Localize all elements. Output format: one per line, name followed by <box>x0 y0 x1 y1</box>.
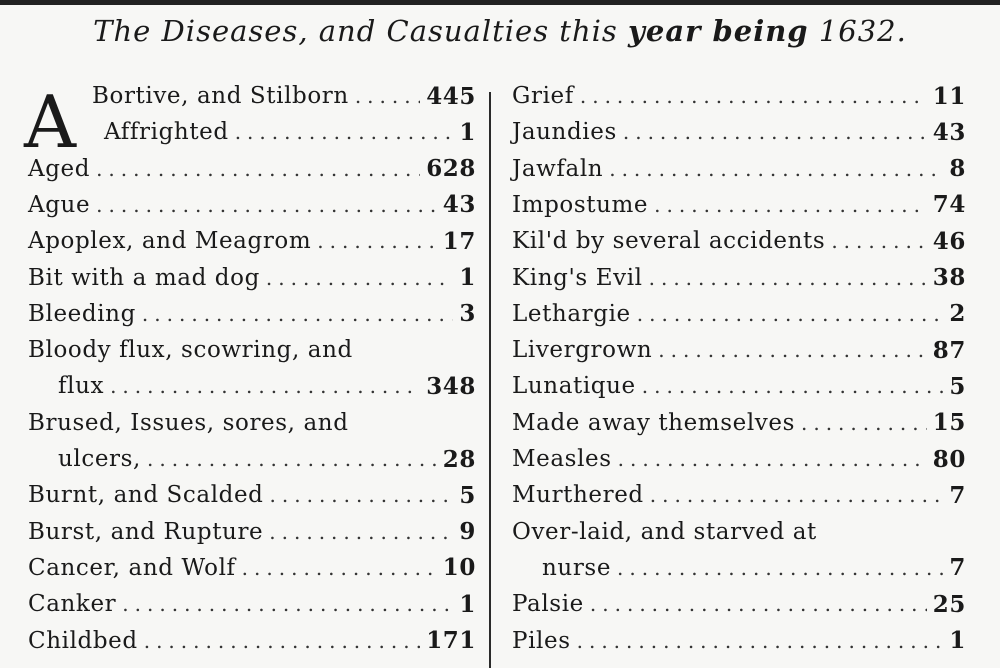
death-count: 3 <box>459 300 476 328</box>
cause-name: Murthered <box>512 482 644 509</box>
ledger-row <box>28 223 476 259</box>
title-year: 1632. <box>818 14 907 48</box>
cause-name: Jawfaln <box>512 155 604 182</box>
cause-name: King's Evil <box>512 264 643 291</box>
ledger-row <box>28 151 476 187</box>
ledger-row <box>58 441 476 477</box>
cause-name: Apoplex, and Meagrom <box>28 228 312 255</box>
ledger-row <box>542 550 966 586</box>
ledger-row <box>28 187 476 223</box>
leader-dots <box>270 483 454 507</box>
leader-dots <box>96 193 437 217</box>
leader-dots <box>266 266 453 290</box>
death-count: 5 <box>949 372 966 400</box>
ledger-row <box>512 151 966 187</box>
cause-name: Measles <box>512 446 612 472</box>
leader-dots <box>650 483 944 507</box>
ledger-row <box>28 514 476 550</box>
ledger-row <box>512 514 966 550</box>
leader-dots <box>637 302 944 326</box>
ledger-row <box>512 477 966 513</box>
cause-name: Childbed <box>28 627 138 654</box>
cause-name: Lunatique <box>512 373 636 400</box>
title-bold: year being <box>628 14 809 48</box>
leader-dots <box>617 556 943 580</box>
death-count: 1 <box>459 118 476 146</box>
ledger-row <box>28 586 476 622</box>
cause-name: Affrighted <box>104 119 229 146</box>
ledger-row <box>512 586 966 622</box>
leader-dots <box>654 193 927 217</box>
cause-name: Burst, and Rupture <box>28 518 264 545</box>
death-count: 17 <box>442 227 476 255</box>
cause-name: ulcers, <box>58 446 141 472</box>
page-title <box>0 14 1000 48</box>
death-count: 38 <box>932 264 966 291</box>
cause-name: Made away themselves <box>512 409 795 436</box>
ledger-row <box>512 260 966 296</box>
death-count: 43 <box>932 118 966 146</box>
leader-dots <box>122 592 453 616</box>
death-count: 8 <box>949 155 966 183</box>
death-count: 348 <box>426 372 476 400</box>
top-rule <box>0 0 1000 5</box>
death-count: 1 <box>949 627 966 654</box>
ledger-row <box>512 332 966 368</box>
ledger-row <box>28 260 476 296</box>
cause-name: Cancer, and Wolf <box>28 554 236 581</box>
death-count: 1 <box>459 264 476 291</box>
ledger-row <box>512 78 966 114</box>
death-count: 46 <box>932 227 966 255</box>
ledger-row <box>512 114 966 150</box>
cause-name: Bit with a mad dog <box>28 264 260 291</box>
leader-dots <box>144 629 420 653</box>
death-count: 445 <box>426 82 476 110</box>
ledger-row <box>512 405 966 441</box>
death-count: 43 <box>442 191 476 219</box>
ledger-row <box>512 441 966 477</box>
death-count: 9 <box>459 518 476 546</box>
cause-name: Livergrown <box>512 337 653 364</box>
leader-dots <box>658 338 926 362</box>
leader-dots <box>649 266 927 290</box>
death-count: 25 <box>932 590 966 618</box>
cause-name: Grief <box>512 83 574 109</box>
ledger-row <box>28 623 476 659</box>
cause-name: Aged <box>28 155 91 182</box>
leader-dots <box>618 447 927 471</box>
leader-dots <box>110 374 420 398</box>
ledger-row <box>512 187 966 223</box>
death-count: 7 <box>949 554 966 582</box>
cause-name: Bleeding <box>28 300 136 327</box>
death-count: 87 <box>932 336 966 364</box>
leader-dots <box>355 84 420 108</box>
leader-dots <box>590 592 927 616</box>
drop-cap: A <box>24 80 76 164</box>
cause-name: Ague <box>28 191 91 218</box>
death-count: 5 <box>459 481 476 509</box>
leader-dots <box>317 229 437 253</box>
death-count: 80 <box>932 445 966 473</box>
column-divider <box>489 92 491 668</box>
leader-dots <box>147 447 437 471</box>
leader-dots <box>96 157 420 181</box>
leader-dots <box>831 229 926 253</box>
cause-name: flux <box>58 373 105 400</box>
cause-name: Lethargie <box>512 300 631 327</box>
death-count: 28 <box>442 445 476 473</box>
title-prefix: The Diseases, and Casualties this <box>93 14 629 48</box>
cause-name: Bortive, and Stilborn <box>92 83 349 109</box>
death-count: 10 <box>442 554 476 582</box>
leader-dots <box>577 629 944 653</box>
ledger-row <box>28 332 476 368</box>
leader-dots <box>801 411 927 435</box>
cause-name: Palsie <box>512 591 584 618</box>
death-count: 1 <box>459 590 476 618</box>
cause-name: Kil'd by several accidents <box>512 228 826 255</box>
ledger-row <box>512 296 966 332</box>
death-count: 15 <box>932 409 966 437</box>
leader-dots <box>269 520 453 544</box>
ledger-row <box>512 368 966 404</box>
death-count: 2 <box>949 300 966 328</box>
ledger-row <box>28 405 476 441</box>
cause-name: Jaundies <box>512 119 617 146</box>
cause-name: Canker <box>28 591 117 618</box>
ledger-row <box>512 623 966 659</box>
leader-dots <box>235 120 454 144</box>
death-count: 171 <box>426 627 476 654</box>
ledger-row <box>58 368 476 404</box>
cause-name: Burnt, and Scalded <box>28 482 264 509</box>
leader-dots <box>642 374 944 398</box>
death-count: 628 <box>426 155 476 183</box>
leader-dots <box>142 302 453 326</box>
cause-name: Piles <box>512 627 571 654</box>
ledger-row <box>92 78 476 114</box>
death-count: 11 <box>932 82 966 110</box>
cause-name: Impostume <box>512 191 649 218</box>
leader-dots <box>580 84 927 108</box>
ledger-row <box>28 550 476 586</box>
ledger-row <box>104 114 476 150</box>
leader-dots <box>623 120 927 144</box>
cause-name: Over-laid, and starved at <box>512 518 817 545</box>
ledger-row <box>28 477 476 513</box>
cause-name: Bloody flux, scowring, and <box>28 337 353 364</box>
cause-name: nurse <box>542 554 612 581</box>
ledger-row <box>28 296 476 332</box>
death-count: 7 <box>949 481 966 509</box>
leader-dots <box>242 556 437 580</box>
cause-name: Brused, Issues, sores, and <box>28 409 349 436</box>
death-count: 74 <box>932 191 966 219</box>
ledger-row <box>512 223 966 259</box>
leader-dots <box>609 157 943 181</box>
